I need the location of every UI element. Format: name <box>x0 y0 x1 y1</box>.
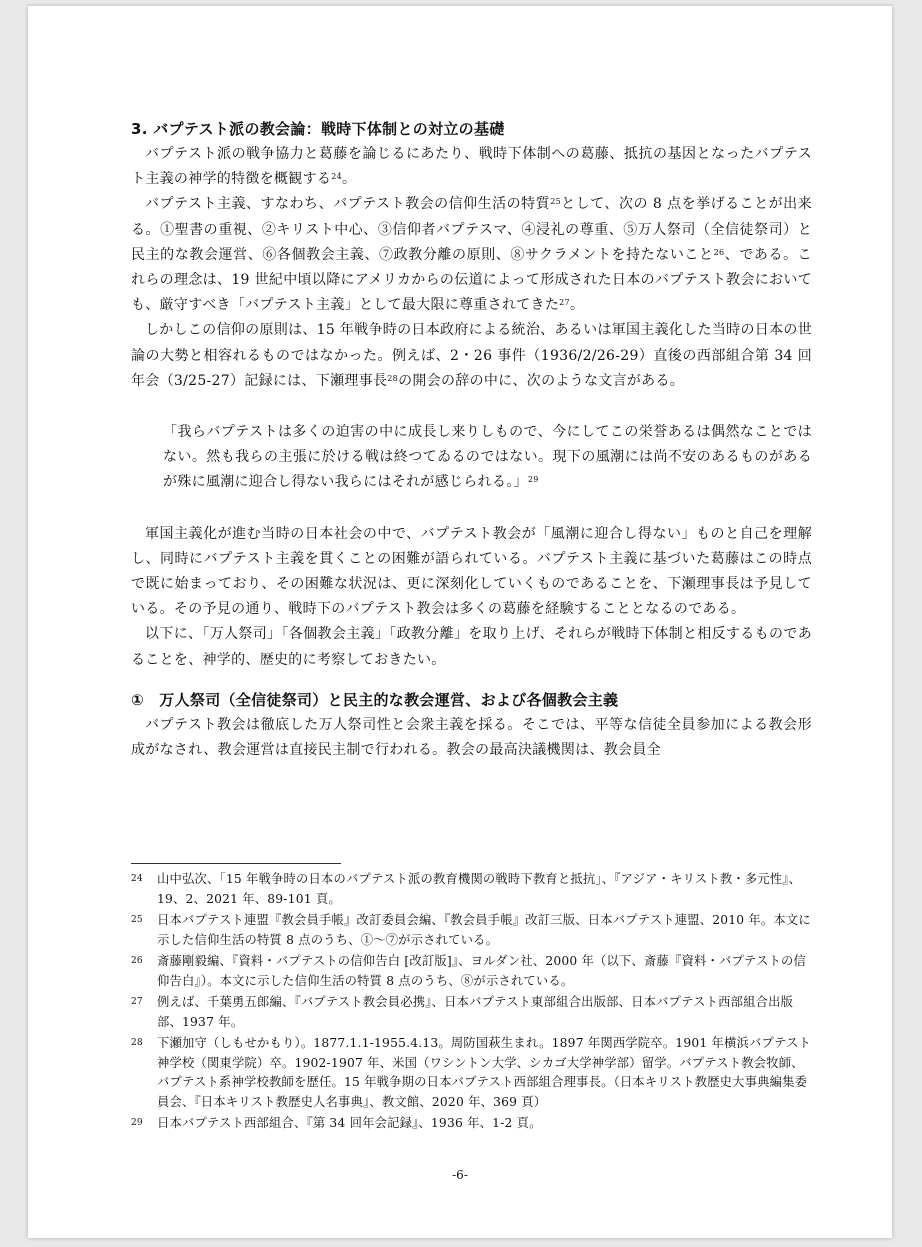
document-page <box>28 6 892 1238</box>
footnote-28 <box>131 1034 812 1112</box>
footnotes <box>131 870 812 1136</box>
footnote-text: 日本バプテスト西部組合、『第 34 回年会記録』、1936 年、1-2 頁。 <box>157 1116 542 1130</box>
footnote-29 <box>131 1114 812 1134</box>
footnote-27 <box>131 993 812 1032</box>
page-number: -6- <box>452 1168 468 1182</box>
footnote-text: 日本バプテスト連盟『教会員手帳』改訂委員会編、『教会員手帳』改訂三版、日本バプテスト連盟、2010 年。本文に示した信仰生活の特質 8 点のうち、①〜⑦が示されている。 <box>157 913 811 947</box>
paragraph-2: バプテスト主義、すなわち、バプテスト教会の信仰生活の特質$^{25}$として、次の 8 点を挙げることが出来る。①聖書の重視、②キリスト中心、③信仰者バプテスマ、④浸礼の尊重、⑤万人祭司（全信徒祭司）と民主的な教会運営、⑥各個教会主義、⑦政教分離の原則、⑧サクラメントを持たないこと$^{26}$、である。これらの理念は、19 世紀中頃以降にアメリカからの伝道によって形成された日本のバプテスト教会においても、厳守すべき「バプテスト主義」として最大限に尊重されてきた$^{27}$。 <box>131 196 812 314</box>
section-heading: 3. バプテスト派の教会論：戦時下体制との対立の基礎 <box>131 120 505 138</box>
footnote-number: 26 <box>131 956 143 966</box>
footnote-number: 25 <box>131 915 143 925</box>
paragraph-4: 軍国主義化が進む当時の日本社会の中で、バプテスト教会が「風潮に迎合し得ない」ものと自己を理解し、同時にバプテスト主義を貫くことの困難が語られている。バプテスト主義に基づいた葛藤はこの時点で既に始まっており、その困難な状況は、更に深刻化していくものであることを、下瀬理事長は予見している。その予見の通り、戦時下のバプテスト教会は多くの葛藤を経験することとなるのである。 <box>131 525 812 618</box>
footnote-24 <box>131 870 812 909</box>
main-text <box>131 116 812 763</box>
paragraph-1: バプテスト派の戦争協力と葛藤を論じるにあたり、戦時下体制への葛藤、抵抗の基因となったバプテスト主義の神学的特徴を概観する$^{24}$。 <box>131 146 812 188</box>
footnote-number: 29 <box>131 1118 143 1128</box>
footnote-text: 山中弘次、「15 年戦争時の日本のバプテスト派の教育機関の戦時下教育と抵抗」、『アジア・キリスト教・多元性』、19、2、2021 年、89-101 頁。 <box>157 872 802 906</box>
footnote-text: 例えば、千葉勇五郎編、『バプテスト教会員必携』、日本バプテスト東部組合出版部、日本バプテスト西部組合出版部、1937 年。 <box>157 995 794 1029</box>
footnote-25 <box>131 911 812 950</box>
footnote-ref-24[interactable]: 24 <box>331 172 342 182</box>
footnote-ref-28[interactable]: 28 <box>387 373 399 383</box>
footnote-ref-27[interactable]: 27 <box>559 298 570 308</box>
footnote-number: 24 <box>131 874 143 884</box>
footnote-26 <box>131 952 812 991</box>
footnote-text: 斎藤剛毅編、『資料・バプテストの信仰告白 [改訂版]』、ヨルダン社、2000 年（以下、斎藤『資料・バプテストの信仰告白』）。本文に示した信仰生活の特質 8 点のうち、⑧が示されている。 <box>157 954 807 988</box>
paragraph-3: しかしこの信仰の原則は、15 年戦争時の日本政府による統治、あるいは軍国主義化した当時の日本の世論の大勢と相容れるものではなかった。例えば、2・26 事件（1936/2/26-29）直後の西部組合第 34 回年会（3/25-27）記録には、下瀬理事長$^{28}$の開会の辞の中に、次のような文言がある。 <box>131 322 812 389</box>
paragraph-6: バプテスト教会は徹底した万人祭司性と会衆主義を採る。そこでは、平等な信徒全員参加による教会形成がなされ、教会運営は直接民主制で行われる。教会の最高決議機関は、教会員全 <box>131 716 812 759</box>
footnote-ref-26[interactable]: 26 <box>713 247 725 257</box>
footnote-divider <box>131 863 341 864</box>
footnote-text: 下瀬加守（しもせかもり）。1877.1.1-1955.4.13。周防国萩生まれ。1897 年関西学院卒。1901 年横浜バプテスト神学校（関東学院）卒。1902-1907 年、米国（ワシントン大学、シカゴ大学神学部）留学。バプテスト教会牧師、バプテスト系神学校教師を歴任。15 年戦争期の日本バプテスト西部組合理事長。（日本キリスト教歴史大事典編集委員会、『日本キリスト教歴史人名事典』、教文館、2020 年、369 頁） <box>157 1036 811 1109</box>
footnote-number: 28 <box>131 1038 143 1048</box>
subsection-heading: ① 万人祭司（全信徒祭司）と民主的な教会運営、および各個教会主義 <box>131 690 619 709</box>
footnote-ref-29[interactable]: 29 <box>527 475 539 485</box>
footnote-number: 27 <box>131 997 143 1007</box>
paragraph-5: 以下に、「万人祭司」「各個教会主義」「政教分離」を取り上げ、それらが戦時下体制と相反するものであることを、神学的、歴史的に考察しておきたい。 <box>131 626 812 668</box>
footnote-ref-25[interactable]: 25 <box>550 197 561 207</box>
block-quote: 「我らバプテストは多くの迫害の中に成長し来りしもので、今にしてこの栄誉あるは偶然なことではない。然も我らの主張に於ける戦は終つてゐるのではない。現下の風潮には尚不安のあるものがあるが殊に風潮に迎合し得ない我らにはそれが感じられる。」$^{29}$ <box>163 424 812 491</box>
